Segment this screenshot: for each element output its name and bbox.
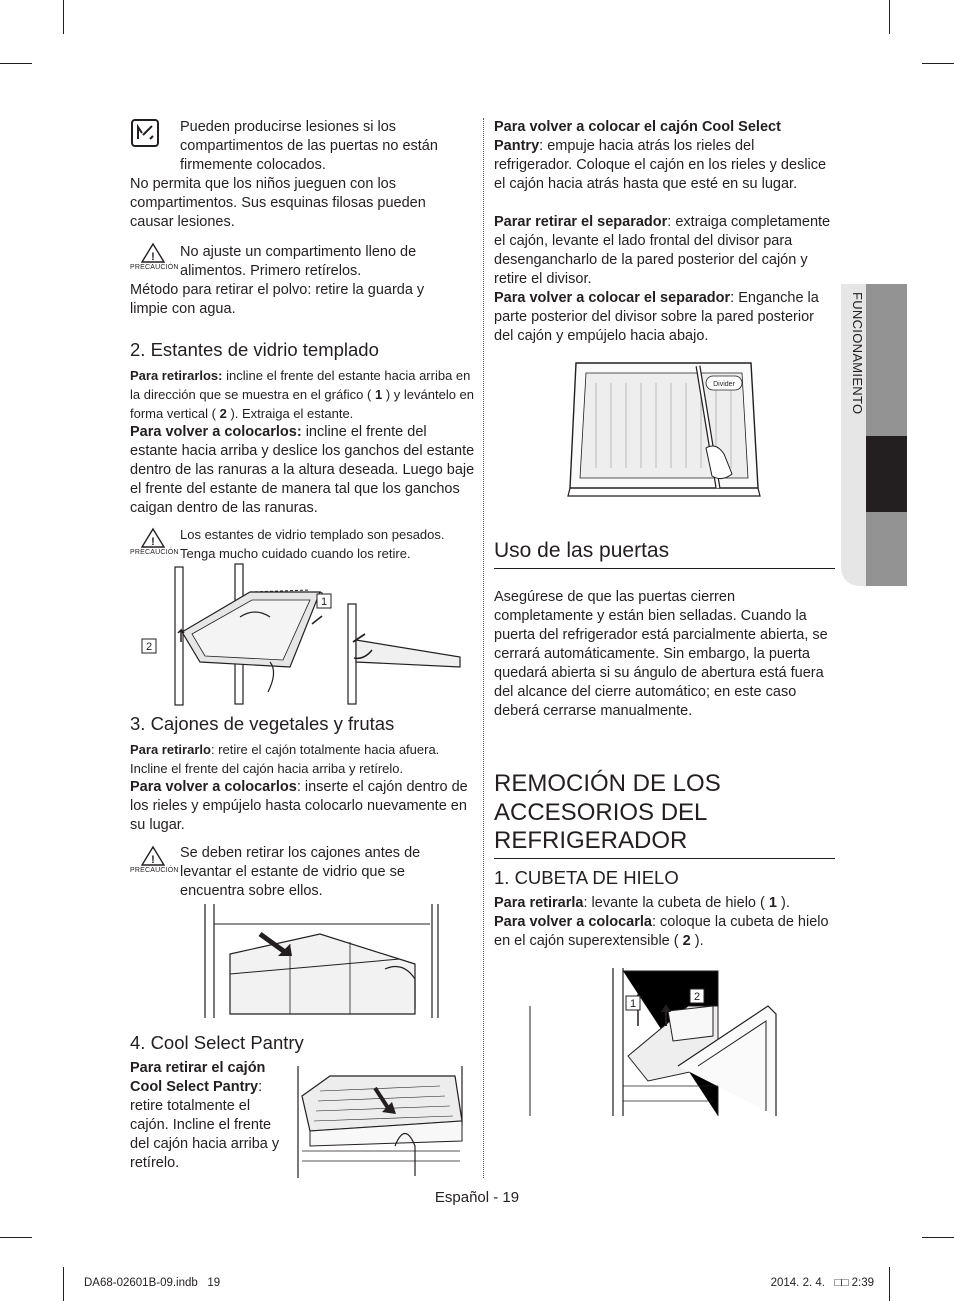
note-follow-text: No permita que los niños jueguen con los compartimentos. Sus esquinas filosas pueden causar lesiones. — [130, 176, 426, 230]
accessories-title: REMOCIÓN DE LOS ACCESORIOS DEL REFRIGERADOR — [494, 770, 721, 854]
svg-text:!: ! — [151, 536, 155, 548]
replace-label: Para volver a colocarlos — [130, 779, 297, 795]
svg-text:!: ! — [151, 251, 155, 263]
page-number: Español - 19 — [434, 1189, 520, 1206]
crop-mark — [889, 1267, 890, 1301]
replace-label: Para volver a colocar el cajón Cool Select Pantry — [494, 119, 781, 154]
caution-icon — [130, 242, 179, 274]
pantry-divider-illustration — [566, 358, 762, 498]
ice-bucket-remove: Para retirarla: levante la cubeta de hielo ( 1 ). — [494, 895, 790, 911]
remove-label: Parar retirar el separador — [494, 214, 668, 230]
replace-label: Para volver a colocar el separador — [494, 290, 731, 306]
section-3-title: 3. Cajones de vegetales y frutas — [130, 713, 395, 734]
remove-label: Para retirar el cajón Cool Select Pantry — [130, 1060, 266, 1095]
accessories-title-rule — [494, 858, 835, 859]
remove-label: Para retirarla — [494, 895, 584, 911]
callout-1: 1 — [629, 998, 637, 1010]
pantry-drawer-illustration — [290, 1066, 470, 1178]
divider-label: Divider — [713, 381, 735, 388]
caution-icon — [130, 527, 179, 559]
ice-bucket-title: 1. CUBETA DE HIELO — [494, 867, 679, 888]
section-3-caution-text: Se deben retirar los cajones antes de levantar el estante de vidrio que se encuentra sobre ellos. — [180, 845, 421, 899]
section-2-caution-text: Los estantes de vidrio templado son pesados. Tenga mucho cuidado cuando los retire. — [180, 527, 445, 561]
caution-icon — [130, 845, 179, 877]
replace-label: Para volver a colocarlos: — [130, 424, 302, 440]
crop-mark — [0, 1237, 32, 1238]
remove-label: Para retirarlos: — [130, 368, 223, 383]
note-icon — [130, 118, 160, 148]
callout-2: 2 — [693, 991, 701, 1003]
crop-mark — [0, 63, 32, 64]
divider-remove-paragraph: Parar retirar el separador: extraiga completamente el cajón, levante el lado frontal del divisor para desengancharlo de la pared posterior del cajón y retire el divisor. — [494, 214, 831, 287]
footer-date: 2014. 2. 4. □□ 2:39 — [770, 1277, 874, 1289]
section-2-remove: Para retirarlos: incline el frente del estante hacia arriba en la dirección que se muestra en el gráfico ( 1 ) y levántelo en forma vertical ( 2 ). Extraiga el estante. — [130, 368, 475, 421]
caution-text: No ajuste un compartimento lleno de alimentos. Primero retírelos. — [180, 244, 417, 279]
svg-text:!: ! — [151, 854, 155, 866]
vegetable-drawer-illustration — [200, 904, 442, 1018]
section-3-remove: Para retirarlo: retire el cajón totalmente hacia afuera. Incline el frente del cajón hacia arriba y retírelo. — [130, 742, 440, 776]
crop-mark — [63, 1267, 64, 1301]
crop-mark — [63, 0, 64, 34]
crop-mark — [922, 1237, 954, 1238]
section-3-replace: Para volver a colocarlos: inserte el cajón dentro de los rieles y empújelo hasta colocarlo nuevamente en su lugar. — [130, 779, 468, 833]
caution-label: PRECAUCIÓN — [130, 867, 179, 874]
callout-2: 2 — [145, 641, 153, 653]
pantry-replace-paragraph: Para volver a colocar el cajón Cool Select Pantry: empuje hacia atrás los rieles del refrigerador. Coloque el cajón en los rieles y deslice el cajón hacia atrás hasta que esté en su lugar. — [494, 119, 827, 192]
caution-follow-text: Método para retirar el polvo: retire la guarda y limpie con agua. — [130, 282, 425, 317]
replace-label: Para volver a colocarla — [494, 914, 652, 930]
remove-label: Para retirarlo — [130, 742, 211, 757]
caution-label: PRECAUCIÓN — [130, 549, 179, 556]
ice-bucket-illustration — [528, 966, 782, 1116]
section-4-remove: Para retirar el cajón Cool Select Pantry: retire totalmente el cajón. Incline el frente del cajón hacia arriba y retírelo. — [130, 1060, 280, 1171]
glass-shelf-illustration — [140, 562, 470, 710]
side-tab-dark — [866, 284, 907, 586]
section-4-title: 4. Cool Select Pantry — [130, 1032, 304, 1053]
caution-label: PRECAUCIÓN — [130, 264, 179, 271]
callout-1: 1 — [320, 596, 328, 608]
section-2-replace: Para volver a colocarlos: incline el frente del estante hacia arriba y deslice los ganchos del estante dentro de las ranuras a la altura deseada. Luego baje el frente del estante de manera tal que los ganchos caigan dentro de las ranuras. — [130, 424, 475, 516]
doors-title: Uso de las puertas — [494, 539, 670, 562]
side-tab-label: FUNCIONAMIENTO — [850, 292, 865, 415]
doors-text: Asegúrese de que las puertas cierren completamente y están bien selladas. Cuando la puerta del refrigerador está parcialmente abierta, se cerrará automáticamente. Sin embargo, la puerta quedará abierta si su ángulo de abertura está fuera del alcance del cierre automático; en este caso deberá cerrarse manualmente. — [494, 589, 828, 719]
section-2-title: 2. Estantes de vidrio templado — [130, 339, 379, 360]
crop-mark — [889, 0, 890, 34]
side-tab-active — [866, 436, 907, 512]
ice-bucket-replace: Para volver a colocarla: coloque la cubeta de hielo en el cajón superextensible ( 2 ). — [494, 914, 829, 949]
footer-file: DA68-02601B-09.indb 19 — [84, 1277, 221, 1289]
divider-replace-paragraph: Para volver a colocar el separador: Enganche la parte posterior del divisor sobre la pared posterior del cajón y empújelo hacia abajo. — [494, 290, 819, 344]
crop-mark — [922, 63, 954, 64]
doors-title-rule — [494, 568, 835, 569]
note-text: Pueden producirse lesiones si los compartimentos de las puertas no están firmemente colocados. — [180, 119, 438, 173]
column-divider — [483, 118, 484, 1178]
